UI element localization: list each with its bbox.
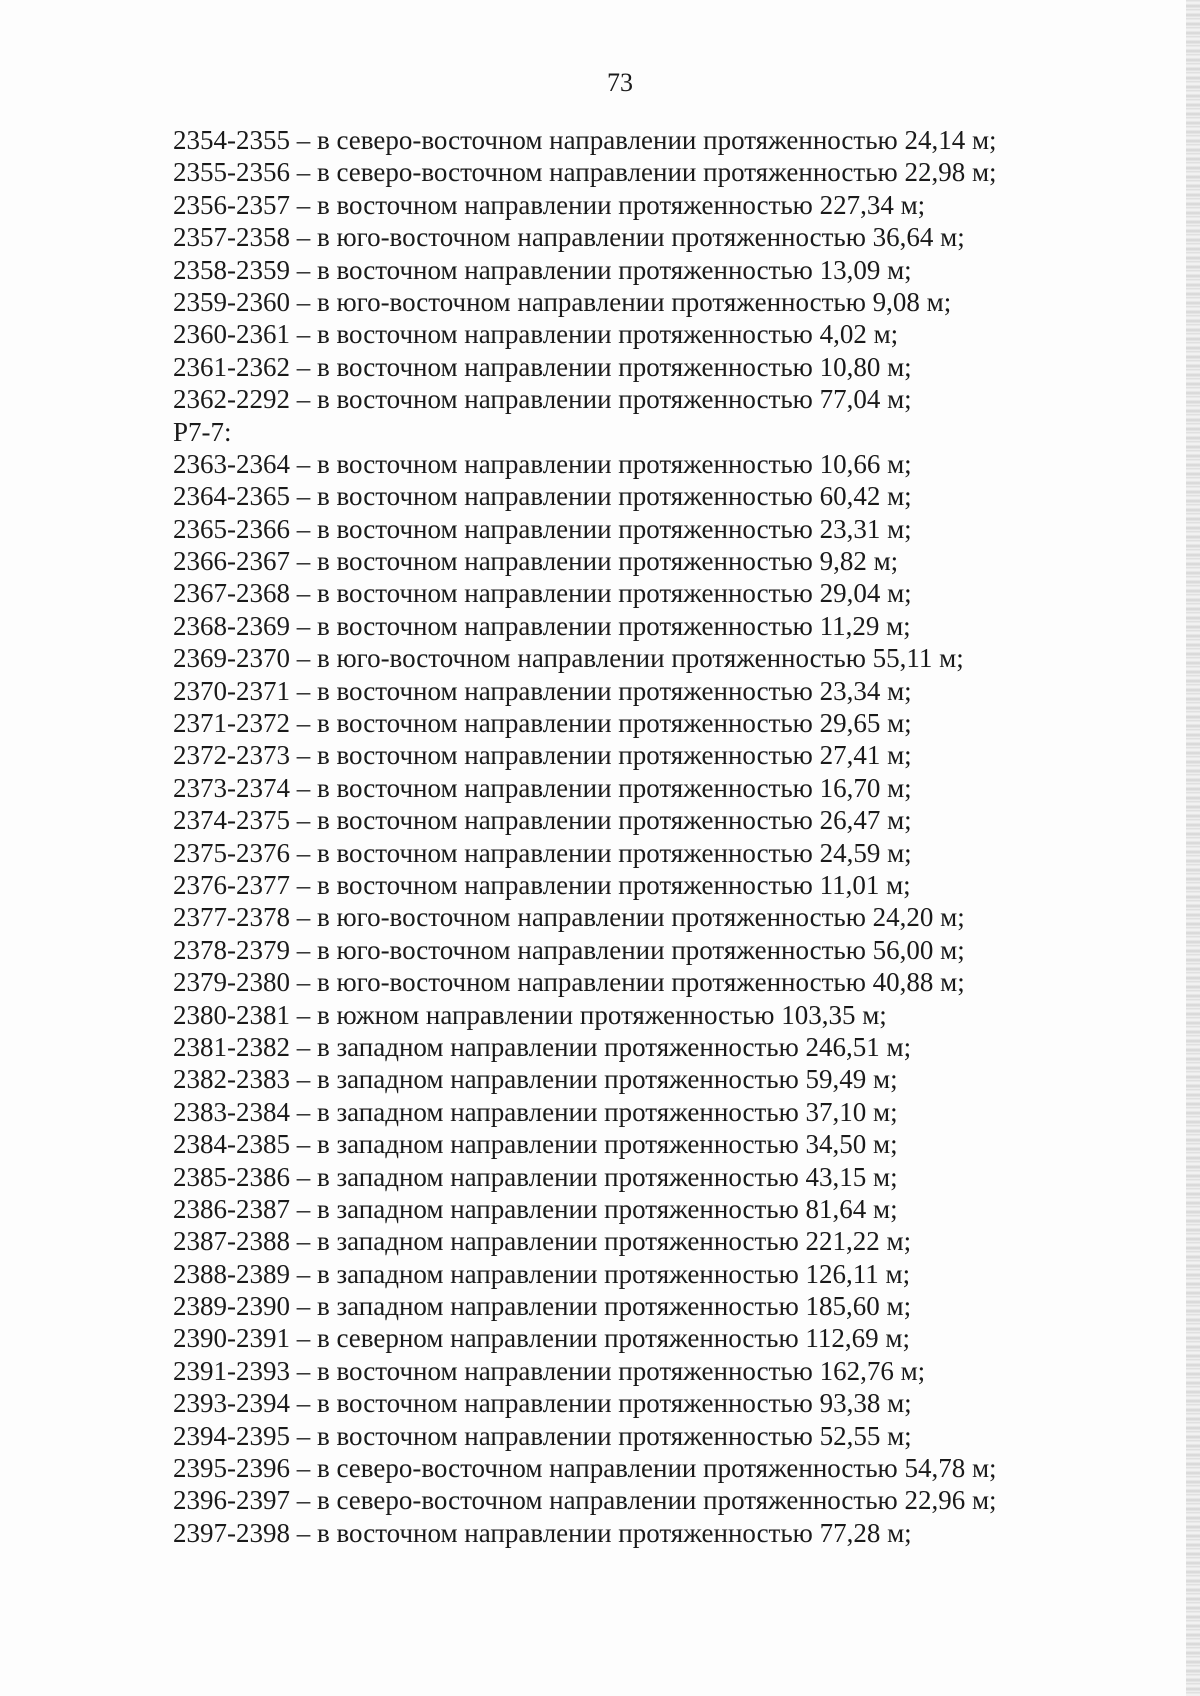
list-item: 2375-2376 – в восточном направлении протяженностью 24,59 м; bbox=[173, 837, 912, 868]
page-number: 73 bbox=[607, 68, 633, 97]
boundary-list bbox=[173, 124, 997, 1549]
list-item: 2363-2364 – в восточном направлении протяженностью 10,66 м; bbox=[173, 448, 912, 479]
list-item: 2367-2368 – в восточном направлении протяженностью 29,04 м; bbox=[173, 578, 912, 609]
list-item: 2390-2391 – в северном направлении протяженностью 112,69 м; bbox=[173, 1323, 911, 1354]
list-item: 2372-2373 – в восточном направлении протяженностью 27,41 м; bbox=[173, 740, 912, 771]
list-item: 2359-2360 – в юго-восточном направлении протяженностью 9,08 м; bbox=[173, 286, 952, 317]
scan-edge-artifact bbox=[1186, 0, 1200, 1696]
list-item: 2360-2361 – в восточном направлении протяженностью 4,02 м; bbox=[173, 319, 899, 350]
list-item: 2355-2356 – в северо-восточном направлении протяженностью 22,98 м; bbox=[173, 157, 997, 188]
list-item: 2383-2384 – в западном направлении протяженностью 37,10 м; bbox=[173, 1096, 898, 1127]
list-item: 2371-2372 – в восточном направлении протяженностью 29,65 м; bbox=[173, 708, 912, 739]
list-item: 2385-2386 – в западном направлении протяженностью 43,15 м; bbox=[173, 1161, 898, 1192]
list-item: 2388-2389 – в западном направлении протяженностью 126,11 м; bbox=[173, 1258, 911, 1289]
list-item: 2354-2355 – в северо-восточном направлении протяженностью 24,14 м; bbox=[173, 125, 997, 155]
list-item: 2368-2369 – в восточном направлении протяженностью 11,29 м; bbox=[173, 610, 911, 641]
list-item: 2386-2387 – в западном направлении протяженностью 81,64 м; bbox=[173, 1193, 898, 1224]
list-item: 2382-2383 – в западном направлении протяженностью 59,49 м; bbox=[173, 1064, 898, 1095]
list-item: 2394-2395 – в восточном направлении протяженностью 52,55 м; bbox=[173, 1420, 912, 1451]
list-item: 2370-2371 – в восточном направлении протяженностью 23,34 м; bbox=[173, 675, 912, 706]
list-item: 2377-2378 – в юго-восточном направлении протяженностью 24,20 м; bbox=[173, 902, 965, 933]
section-label: Р7-7: bbox=[173, 416, 232, 447]
list-item: 2378-2379 – в юго-восточном направлении протяженностью 56,00 м; bbox=[173, 934, 965, 965]
list-item: 2361-2362 – в восточном направлении протяженностью 10,80 м; bbox=[173, 351, 912, 382]
list-item: 2389-2390 – в западном направлении протяженностью 185,60 м; bbox=[173, 1291, 912, 1322]
list-item: 2365-2366 – в восточном направлении протяженностью 23,31 м; bbox=[173, 513, 912, 544]
list-item: 2393-2394 – в восточном направлении протяженностью 93,38 м; bbox=[173, 1388, 912, 1419]
list-item: 2358-2359 – в восточном направлении протяженностью 13,09 м; bbox=[173, 254, 912, 285]
list-item: 2387-2388 – в западном направлении протяженностью 221,22 м; bbox=[173, 1226, 912, 1257]
list-item: 2357-2358 – в юго-восточном направлении протяженностью 36,64 м; bbox=[173, 222, 965, 253]
list-item: 2364-2365 – в восточном направлении протяженностью 60,42 м; bbox=[173, 481, 912, 512]
list-item: 2381-2382 – в западном направлении протяженностью 246,51 м; bbox=[173, 1031, 912, 1062]
list-item: 2384-2385 – в западном направлении протяженностью 34,50 м; bbox=[173, 1129, 898, 1160]
list-item: 2395-2396 – в северо-восточном направлении протяженностью 54,78 м; bbox=[173, 1453, 997, 1484]
list-item: 2366-2367 – в восточном направлении протяженностью 9,82 м; bbox=[173, 546, 899, 577]
list-item: 2376-2377 – в восточном направлении протяженностью 11,01 м; bbox=[173, 869, 911, 900]
list-item: 2362-2292 – в восточном направлении протяженностью 77,04 м; bbox=[173, 384, 912, 415]
list-item: 2369-2370 – в юго-восточном направлении протяженностью 55,11 м; bbox=[173, 643, 964, 674]
list-item: 2379-2380 – в юго-восточном направлении протяженностью 40,88 м; bbox=[173, 967, 965, 998]
list-item: 2356-2357 – в восточном направлении протяженностью 227,34 м; bbox=[173, 189, 926, 220]
list-item: 2391-2393 – в восточном направлении протяженностью 162,76 м; bbox=[173, 1355, 926, 1386]
list-item: 2397-2398 – в восточном направлении протяженностью 77,28 м; bbox=[173, 1517, 912, 1548]
list-item: 2373-2374 – в восточном направлении протяженностью 16,70 м; bbox=[173, 772, 912, 803]
list-item: 2380-2381 – в южном направлении протяженностью 103,35 м; bbox=[173, 999, 887, 1030]
list-item: 2396-2397 – в северо-восточном направлении протяженностью 22,96 м; bbox=[173, 1485, 997, 1516]
list-item: 2374-2375 – в восточном направлении протяженностью 26,47 м; bbox=[173, 805, 912, 836]
